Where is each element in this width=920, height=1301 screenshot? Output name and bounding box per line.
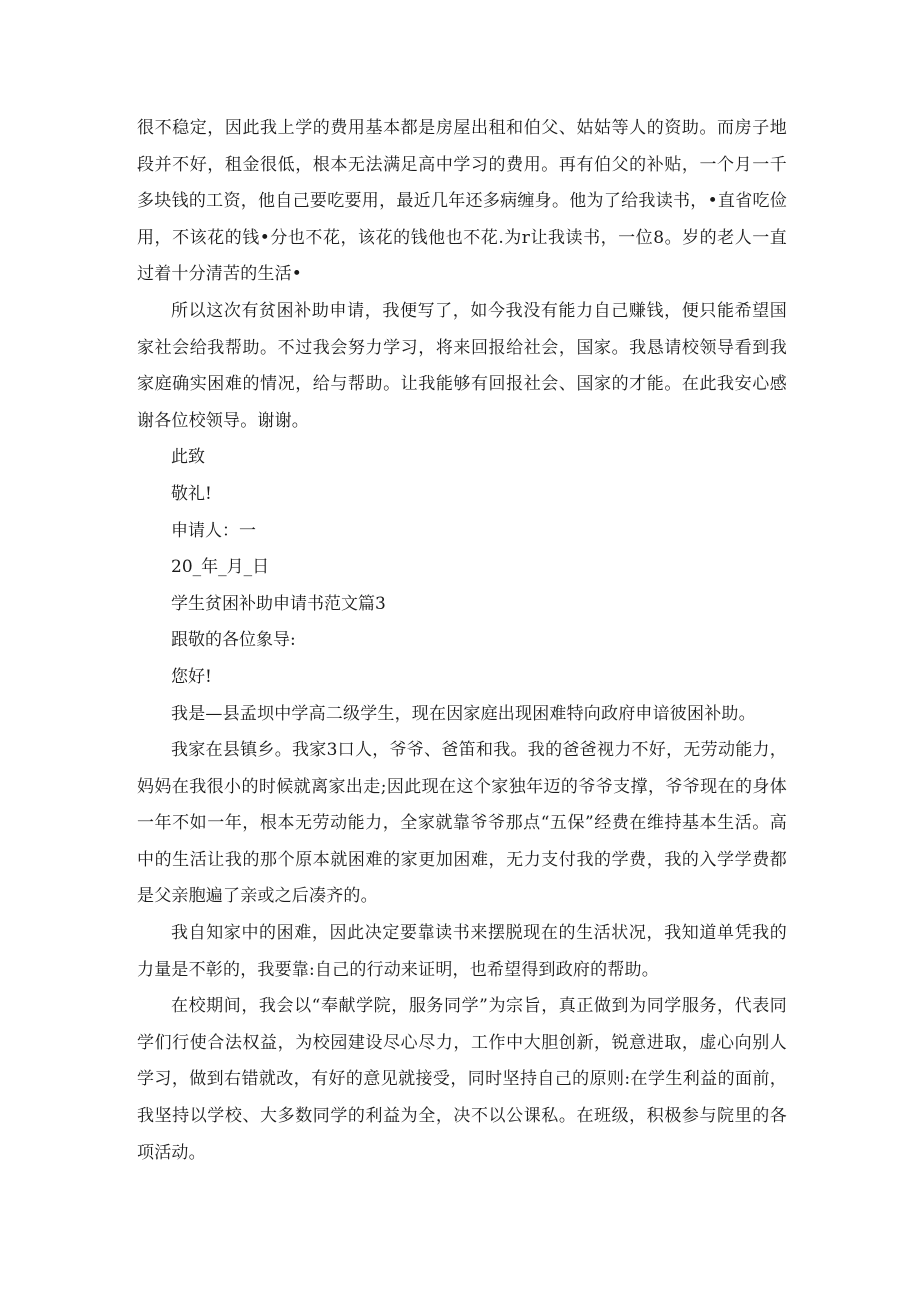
greeting: 您好!	[171, 666, 212, 687]
salutation: 跟敬的各位象导:	[171, 630, 296, 651]
document-page	[137, 110, 787, 1171]
date-line: 20_年_月_日	[171, 557, 270, 578]
paragraph-continuation: 很不稳定，因此我上学的费用基本都是房屋出租和伯父、姑姑等人的资助。而房子地段并不好，租金很低，根本无法满足高中学习的费用。再有伯父的补贴，一个月一千多块钱的工资，他自己要吃要用，最近几年还多病缠身。他为了给我读书，•直省吃俭用，不该花的钱•分也不花，该花的钱他也不花.为r让我读书，一位8。岁的老人一直过着十分清苦的生活•	[137, 118, 787, 285]
paragraph-family: 我家在县镇乡。我家3口人，爷爷、爸笛和我。我的爸爸视力不好，无劳动能力，妈妈在我很小的时候就离家出走;因此现在这个家独年迈的爷爷支撑，爷爷现在的身体一年不如一年，根本无劳动能力，全家就靠爷爷那点“五保”经费在维持基本生活。高中的生活让我的那个原本就困难的家更加困难，无力支付我的学费，我的入学学费都是父亲胞遍了亲或之后凑齐的。	[137, 740, 787, 907]
paragraph-school: 在校期间，我会以“奉献学院，服务同学”为宗旨，真正做到为同学服务，代表同学们行使合法权益，为校园建设尽心尽力，工作中大胆创新，锐意进取，虚心向别人学习，做到右错就改，有好的意见就接受，同时坚持自己的原则:在学生利益的面前，我坚持以学校、大多数同学的利益为全，决不以公课私。在班级，积极参与院里的各项活动。	[137, 996, 787, 1163]
paragraph-intro: 我是—县孟坝中学高二级学生，现在因家庭出现困难特向政府申谙彼困补助。	[171, 703, 756, 724]
closing-line-1: 此致	[171, 447, 205, 468]
closing-line-2: 敬礼!	[171, 483, 212, 504]
section-title: 学生贫困补助申请书范文篇3	[171, 593, 386, 614]
applicant-line: 申请人：一	[171, 520, 256, 541]
paragraph-resolve: 我自知家中的困难，因此决定要靠读书来摆脱现在的生活状况，我知道单凭我的力量是不彰的，我要靠:自己的行动来证明，也希望得到政府的帮助。	[137, 923, 787, 980]
paragraph-request: 所以这次有贫困补助申请，我便写了，如今我没有能力自己赚钱，便只能希望国家社会给我帮助。不过我会努力学习，将来回报给社会，国家。我恳请校领导看到我家庭确实困难的情况，给与帮助。让我能够有回报社会、国家的才能。在此我安心感谢各位校领导。谢谢。	[137, 300, 787, 431]
